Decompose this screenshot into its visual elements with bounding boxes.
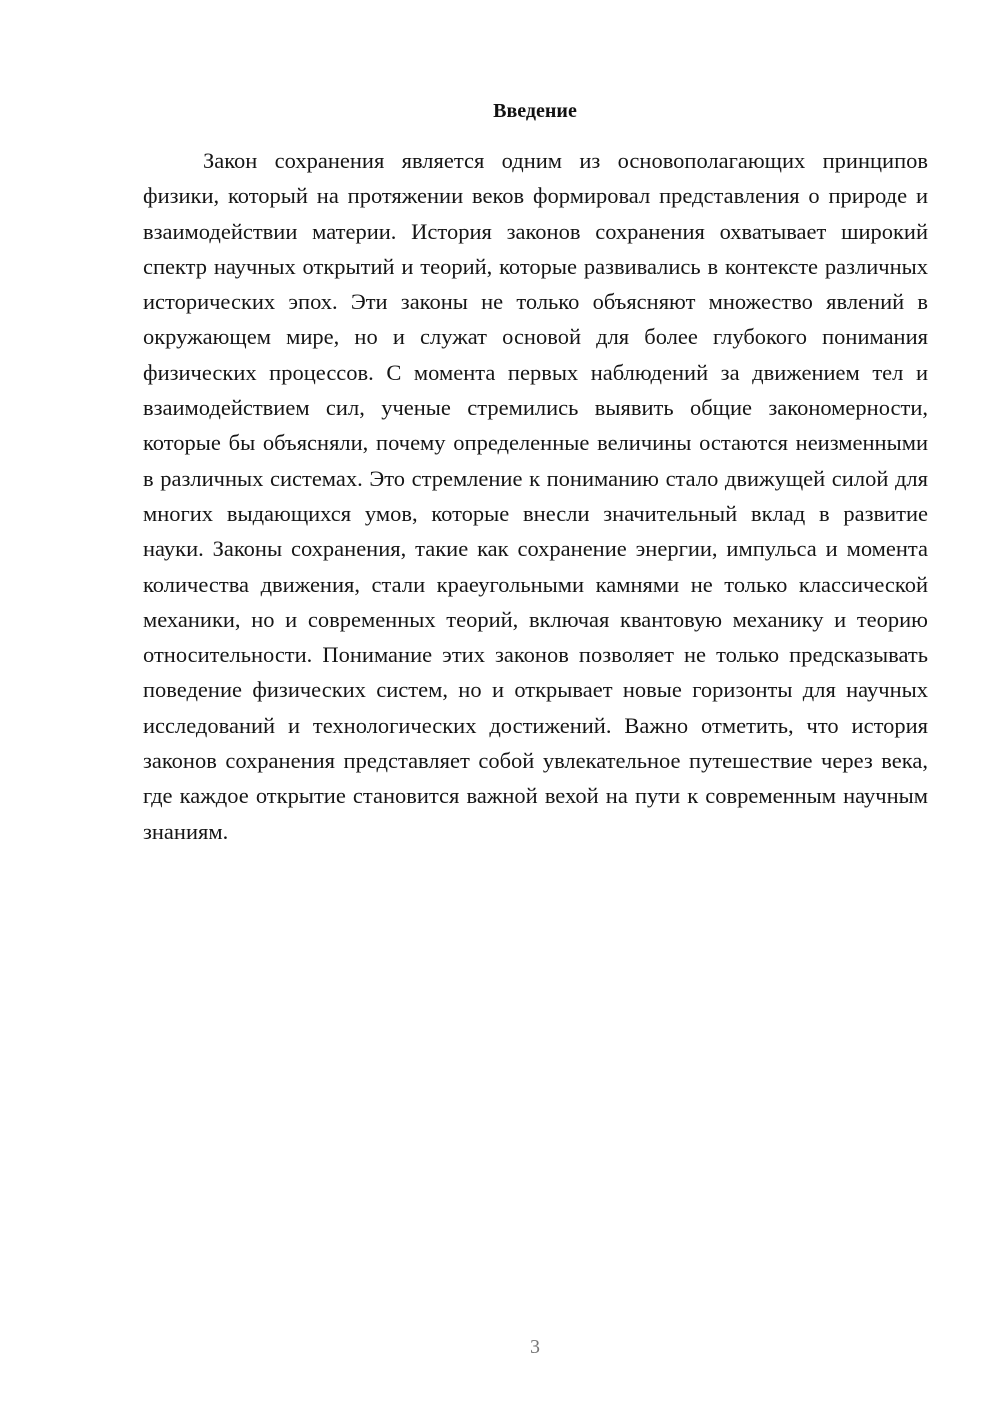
body-paragraph: Закон сохранения является одним из основополагающих принципов физики, который на протяжении веков формировал представления о природе и взаимодействии материи. История законов сохранения охватывает широкий спектр научных открытий и теорий, которые развивались в контексте различных исторических эпох. Эти законы не только объясняют множество явлений в окружающем мире, но и служат основой для более глубокого понимания физических процессов. С момента первых наблюдений за движением тел и взаимодействием сил, ученые стремились выявить общие закономерности, которые бы объясняли, почему определенные величины остаются неизменными в различных системах. Это стремление к пониманию стало движущей силой для многих выдающихся умов, которые внесли значительный вклад в развитие науки. Законы сохранения, такие как сохранение энергии, импульса и момента количества движения, стали краеугольными камнями не только классической механики, но и современных теорий, включая квантовую механику и теорию относительности. Понимание этих законов позволяет не только предсказывать поведение физических систем, но и открывает новые горизонты для научных исследований и технологических достижений. Важно отметить, что история законов сохранения представляет собой увлекательное путешествие через века, где каждое открытие становится важной вехой на пути к современным научным знаниям.: [143, 148, 928, 844]
section-heading: Введение: [493, 100, 577, 122]
page-number: 3: [530, 1336, 540, 1358]
